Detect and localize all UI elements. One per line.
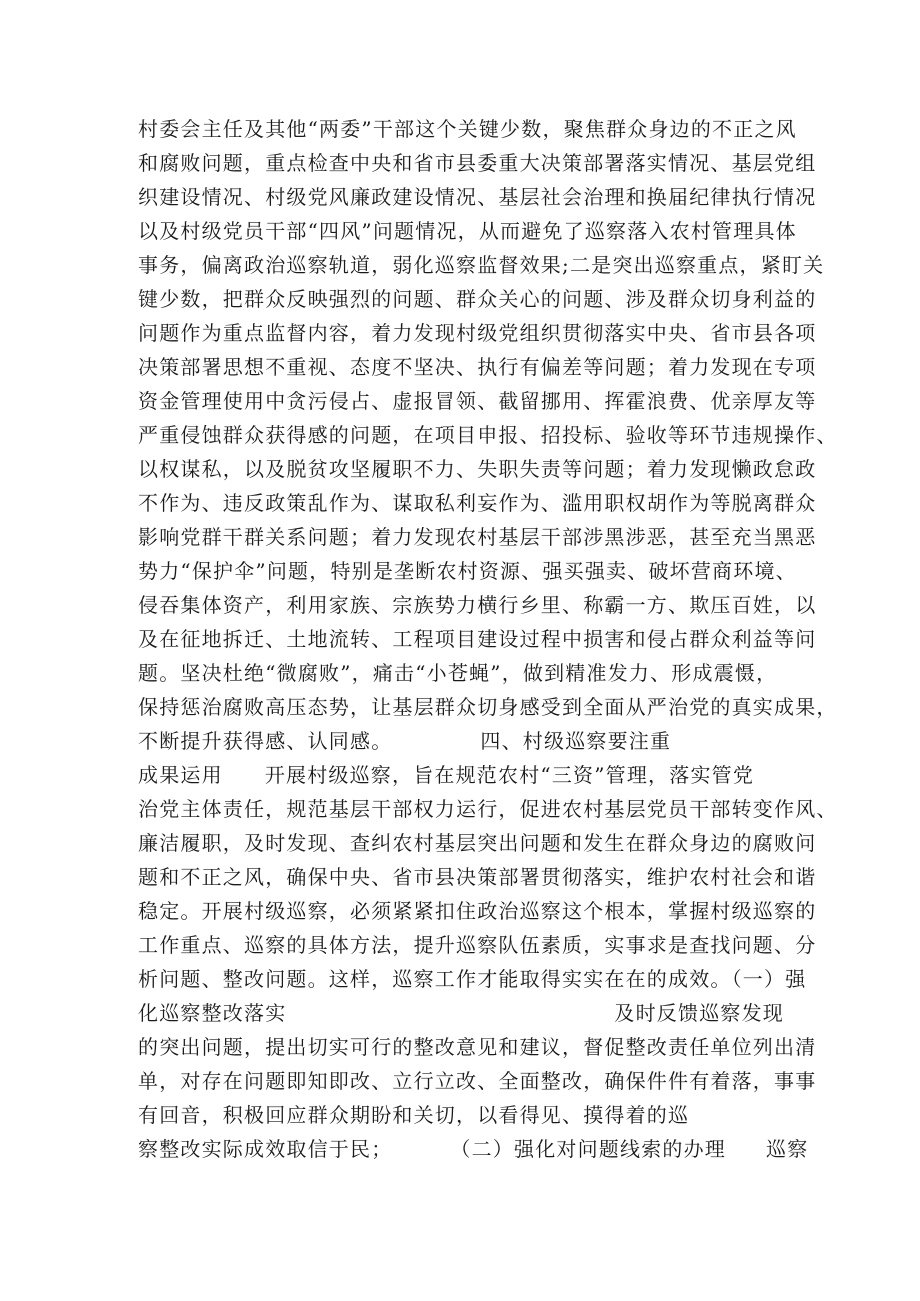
text-line	[138, 996, 798, 1030]
text-line: 势力“保护伞”问题，特别是垄断农村资源、强买强卖、破坏营商环境、	[138, 559, 797, 583]
text-line: 治党主体责任，规范基层干部权力运行，促进农村基层党员干部转变作风、	[138, 797, 838, 821]
text-line: 题和不正之风，确保中央、省市县决策部署贯彻落实，维护农村社会和谐	[138, 865, 817, 889]
text-line: 和腐败问题，重点检查中央和省市县委重大决策部署落实情况、基层党组	[138, 151, 817, 175]
text-line	[138, 1132, 809, 1166]
body-text	[138, 112, 838, 1166]
subsection-heading: 化巡察整改落实	[138, 1001, 287, 1025]
text-line: 单，对存在问题即知即改、立行立改、全面整改，确保件件有着落，事事	[138, 1069, 817, 1093]
section-heading-continued: 成果运用	[138, 763, 223, 787]
text-line	[138, 758, 798, 792]
text-line: 决策部署思想不重视、态度不坚决、执行有偏差等问题；着力发现在专项	[138, 355, 817, 379]
text-line: 资金管理使用中贪污侵占、虚报冒领、截留挪用、挥霍浪费、优亲厚友等	[138, 389, 817, 413]
text-line: 的突出问题，提出切实可行的整改意见和建议，督促整改责任单位列出清	[138, 1035, 817, 1059]
text-line: 严重侵蚀群众获得感的问题，在项目申报、招投标、验收等环节违规操作、	[138, 423, 838, 447]
text-line: 问题作为重点监督内容，着力发现村级党组织贯彻落实中央、省市县各项	[138, 321, 817, 345]
text-segment: 察整改实际成效取信于民；	[138, 1137, 393, 1161]
text-line: 题。坚决杜绝“微腐败”，痛击“小苍蝇”，做到精准发力、形成震慑，	[138, 661, 778, 685]
subsection-heading: （二）强化对问题线索的办理	[450, 1137, 727, 1161]
text-line: 事务，偏离政治巡察轨道，弱化巡察监督效果;二是突出巡察重点，紧盯关	[138, 253, 825, 277]
text-segment: 及时反馈巡察发现	[614, 1001, 785, 1025]
text-line: 键少数，把群众反映强烈的问题、群众关心的问题、涉及群众切身利益的	[138, 287, 817, 311]
text-line	[138, 724, 798, 758]
text-line: 稳定。开展村级巡察，必须紧紧扣住政治巡察这个根本，掌握村级巡察的	[138, 899, 817, 923]
section-heading: 四、村级巡察要注重	[480, 729, 672, 753]
text-line: 不作为、违反政策乱作为、谋取私利妄作为、滥用职权胡作为等脱离群众	[138, 491, 817, 515]
text-line: 侵吞集体资产，利用家族、宗族势力横行乡里、称霸一方、欺压百姓，以	[138, 593, 817, 617]
text-line: 有回音，积极回应群众期盼和关切，以看得见、摸得着的巡	[138, 1103, 690, 1127]
text-line: 廉洁履职，及时发现、查纠农村基层突出问题和发生在群众身边的腐败问	[138, 831, 817, 855]
text-line: 工作重点、巡察的具体方法，提升巡察队伍素质，实事求是查找问题、分	[138, 933, 817, 957]
text-segment: 开展村级巡察，旨在规范农村“三资”管理，落实管党	[264, 763, 755, 787]
text-segment: 巡察	[766, 1137, 809, 1161]
text-line: 析问题、整改问题。这样，巡察工作才能取得实实在在的成效。（一）强	[138, 967, 807, 991]
text-line: 保持惩治腐败高压态势，让基层群众切身感受到全面从严治党的真实成果，	[138, 695, 838, 719]
text-line: 影响党群干群关系问题；着力发现农村基层干部涉黑涉恶，甚至充当黑恶	[138, 525, 817, 549]
text-line: 以权谋私，以及脱贫攻坚履职不力、失职失责等问题；着力发现懒政怠政	[138, 457, 817, 481]
text-segment: 不断提升获得感、认同感。	[138, 729, 393, 753]
text-line: 及在征地拆迁、土地流转、工程项目建设过程中损害和侵占群众利益等问	[138, 627, 817, 651]
text-line: 织建设情况、村级党风廉政建设情况、基层社会治理和换届纪律执行情况	[138, 185, 817, 209]
text-line: 村委会主任及其他“两委”干部这个关键少数，聚焦群众身边的不正之风	[138, 117, 797, 141]
text-line: 以及村级党员干部“四风”问题情况，从而避免了巡察落入农村管理具体	[138, 219, 797, 243]
